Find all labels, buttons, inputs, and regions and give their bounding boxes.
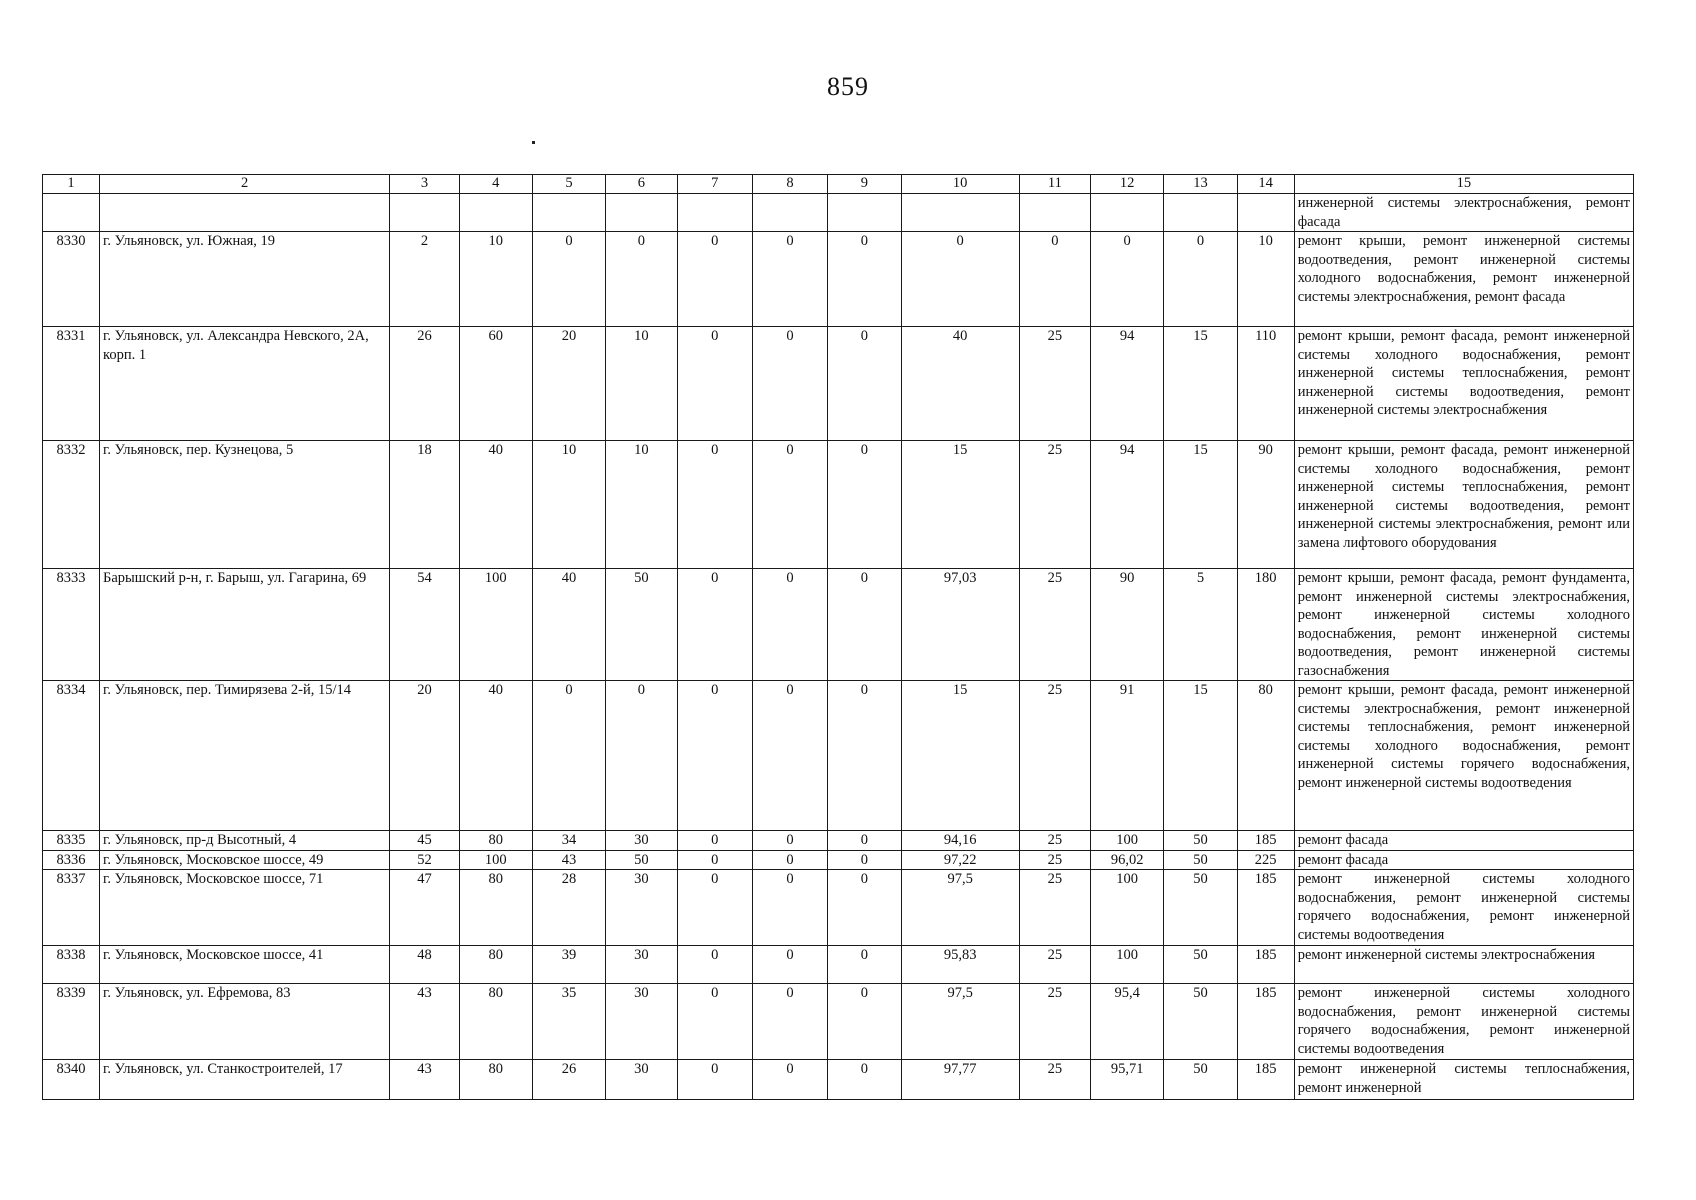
value-cell: 97,03 — [901, 569, 1019, 681]
value-cell: 97,22 — [901, 850, 1019, 870]
value-cell: 90 — [1091, 569, 1164, 681]
value-cell: 40 — [532, 569, 605, 681]
value-cell: 0 — [752, 569, 827, 681]
column-header: 10 — [901, 175, 1019, 194]
works-cell: ремонт крыши, ремонт фасада, ремонт инженерной системы электроснабжения, ремонт инженерной системы теплоснабжения, ремонт инженерной системы холодного водоснабжения, ремонт инженерной системы горячего водоснабжения, ремонт инженерной системы водоотведения — [1294, 681, 1633, 831]
value-cell: 96,02 — [1091, 850, 1164, 870]
value-cell: 185 — [1237, 870, 1294, 946]
value-cell: 10 — [606, 327, 677, 441]
empty-cell — [1019, 194, 1090, 232]
value-cell: 40 — [459, 441, 532, 569]
value-cell: 225 — [1237, 850, 1294, 870]
value-cell: 15 — [1164, 441, 1237, 569]
value-cell: 80 — [459, 1060, 532, 1100]
value-cell: 50 — [606, 569, 677, 681]
value-cell: 25 — [1019, 946, 1090, 984]
value-cell: 0 — [752, 850, 827, 870]
value-cell: 0 — [828, 870, 901, 946]
address-cell: г. Ульяновск, пер. Тимирязева 2-й, 15/14 — [100, 681, 390, 831]
value-cell: 0 — [677, 850, 752, 870]
column-header: 13 — [1164, 175, 1237, 194]
works-cell: инженерной системы электроснабжения, ремонт фасада — [1294, 194, 1633, 232]
works-cell: ремонт инженерной системы электроснабжения — [1294, 946, 1633, 984]
address-cell: г. Ульяновск, ул. Ефремова, 83 — [100, 984, 390, 1060]
value-cell: 40 — [901, 327, 1019, 441]
works-cell: ремонт инженерной системы холодного водоснабжения, ремонт инженерной системы горячего водоснабжения, ремонт инженерной системы водоотведения — [1294, 984, 1633, 1060]
value-cell: 50 — [1164, 946, 1237, 984]
row-number-cell: 8334 — [43, 681, 100, 831]
value-cell: 0 — [901, 232, 1019, 327]
value-cell: 10 — [1237, 232, 1294, 327]
value-cell: 25 — [1019, 327, 1090, 441]
value-cell: 43 — [532, 850, 605, 870]
value-cell: 0 — [828, 946, 901, 984]
value-cell: 25 — [1019, 441, 1090, 569]
value-cell: 47 — [390, 870, 459, 946]
column-header: 8 — [752, 175, 827, 194]
empty-cell — [606, 194, 677, 232]
table-row — [43, 870, 1634, 946]
value-cell: 180 — [1237, 569, 1294, 681]
value-cell: 95,71 — [1091, 1060, 1164, 1100]
value-cell: 50 — [1164, 984, 1237, 1060]
value-cell: 26 — [532, 1060, 605, 1100]
column-header: 1 — [43, 175, 100, 194]
value-cell: 97,5 — [901, 870, 1019, 946]
value-cell: 35 — [532, 984, 605, 1060]
value-cell: 0 — [532, 681, 605, 831]
address-cell: Барышский р-н, г. Барыш, ул. Гагарина, 69 — [100, 569, 390, 681]
value-cell: 43 — [390, 984, 459, 1060]
value-cell: 0 — [752, 870, 827, 946]
value-cell: 50 — [1164, 831, 1237, 851]
value-cell: 0 — [677, 232, 752, 327]
value-cell: 45 — [390, 831, 459, 851]
address-cell: г. Ульяновск, ул. Александра Невского, 2А, корп. 1 — [100, 327, 390, 441]
value-cell: 15 — [1164, 327, 1237, 441]
table-row — [43, 569, 1634, 681]
value-cell: 91 — [1091, 681, 1164, 831]
value-cell: 30 — [606, 1060, 677, 1100]
value-cell: 25 — [1019, 850, 1090, 870]
value-cell: 0 — [1091, 232, 1164, 327]
value-cell: 30 — [606, 831, 677, 851]
value-cell: 0 — [677, 870, 752, 946]
value-cell: 0 — [752, 681, 827, 831]
value-cell: 0 — [828, 1060, 901, 1100]
value-cell: 2 — [390, 232, 459, 327]
row-number-cell: 8332 — [43, 441, 100, 569]
value-cell: 10 — [459, 232, 532, 327]
column-header: 15 — [1294, 175, 1633, 194]
value-cell: 50 — [606, 850, 677, 870]
value-cell: 80 — [459, 946, 532, 984]
value-cell: 54 — [390, 569, 459, 681]
value-cell: 10 — [606, 441, 677, 569]
table-row — [43, 850, 1634, 870]
empty-cell — [100, 194, 390, 232]
value-cell: 15 — [901, 681, 1019, 831]
value-cell: 80 — [459, 831, 532, 851]
value-cell: 34 — [532, 831, 605, 851]
value-cell: 25 — [1019, 831, 1090, 851]
value-cell: 25 — [1019, 984, 1090, 1060]
value-cell: 0 — [606, 232, 677, 327]
value-cell: 185 — [1237, 831, 1294, 851]
value-cell: 60 — [459, 327, 532, 441]
value-cell: 20 — [390, 681, 459, 831]
page-number: 859 — [827, 72, 869, 101]
empty-cell — [1091, 194, 1164, 232]
column-number-row — [43, 175, 1634, 194]
table-row — [43, 441, 1634, 569]
value-cell: 0 — [752, 232, 827, 327]
value-cell: 30 — [606, 984, 677, 1060]
address-cell: г. Ульяновск, Московское шоссе, 49 — [100, 850, 390, 870]
empty-cell — [828, 194, 901, 232]
value-cell: 97,77 — [901, 1060, 1019, 1100]
value-cell: 26 — [390, 327, 459, 441]
column-header: 7 — [677, 175, 752, 194]
value-cell: 0 — [828, 441, 901, 569]
row-number-cell: 8337 — [43, 870, 100, 946]
value-cell: 5 — [1164, 569, 1237, 681]
value-cell: 0 — [677, 946, 752, 984]
value-cell: 0 — [677, 1060, 752, 1100]
works-cell: ремонт крыши, ремонт фасада, ремонт фундамента, ремонт инженерной системы электроснабжения, ремонт инженерной системы холодного водоснабжения, ремонт инженерной системы водоотведения, ремонт инженерной системы газоснабжения — [1294, 569, 1633, 681]
value-cell: 0 — [752, 946, 827, 984]
value-cell: 80 — [1237, 681, 1294, 831]
continuation-row — [43, 194, 1634, 232]
value-cell: 43 — [390, 1060, 459, 1100]
row-number-cell: 8330 — [43, 232, 100, 327]
value-cell: 30 — [606, 870, 677, 946]
value-cell: 94,16 — [901, 831, 1019, 851]
value-cell: 0 — [828, 327, 901, 441]
value-cell: 100 — [459, 569, 532, 681]
empty-cell — [43, 194, 100, 232]
value-cell: 0 — [677, 569, 752, 681]
column-header: 9 — [828, 175, 901, 194]
value-cell: 0 — [828, 681, 901, 831]
value-cell: 0 — [828, 984, 901, 1060]
value-cell: 10 — [532, 441, 605, 569]
value-cell: 0 — [677, 984, 752, 1060]
value-cell: 94 — [1091, 441, 1164, 569]
value-cell: 0 — [752, 831, 827, 851]
row-number-cell: 8339 — [43, 984, 100, 1060]
value-cell: 25 — [1019, 1060, 1090, 1100]
row-number-cell: 8336 — [43, 850, 100, 870]
row-number-cell: 8340 — [43, 1060, 100, 1100]
value-cell: 0 — [828, 850, 901, 870]
empty-cell — [1164, 194, 1237, 232]
value-cell: 95,4 — [1091, 984, 1164, 1060]
value-cell: 25 — [1019, 681, 1090, 831]
column-header: 12 — [1091, 175, 1164, 194]
value-cell: 185 — [1237, 1060, 1294, 1100]
value-cell: 0 — [677, 441, 752, 569]
value-cell: 52 — [390, 850, 459, 870]
column-header: 14 — [1237, 175, 1294, 194]
works-cell: ремонт фасада — [1294, 831, 1633, 851]
row-number-cell: 8333 — [43, 569, 100, 681]
value-cell: 25 — [1019, 870, 1090, 946]
table-row — [43, 681, 1634, 831]
empty-cell — [532, 194, 605, 232]
value-cell: 0 — [828, 569, 901, 681]
empty-cell — [677, 194, 752, 232]
empty-cell — [1237, 194, 1294, 232]
value-cell: 100 — [1091, 870, 1164, 946]
value-cell: 48 — [390, 946, 459, 984]
column-header: 11 — [1019, 175, 1090, 194]
works-cell: ремонт крыши, ремонт фасада, ремонт инженерной системы холодного водоснабжения, ремонт инженерной системы теплоснабжения, ремонт инженерной системы водоотведения, ремонт инженерной системы электроснабжения, ремонт или замена лифтового оборудования — [1294, 441, 1633, 569]
value-cell: 94 — [1091, 327, 1164, 441]
value-cell: 0 — [828, 831, 901, 851]
value-cell: 0 — [752, 1060, 827, 1100]
value-cell: 18 — [390, 441, 459, 569]
column-header: 6 — [606, 175, 677, 194]
value-cell: 110 — [1237, 327, 1294, 441]
address-cell: г. Ульяновск, пр-д Высотный, 4 — [100, 831, 390, 851]
value-cell: 50 — [1164, 1060, 1237, 1100]
empty-cell — [901, 194, 1019, 232]
value-cell: 0 — [1019, 232, 1090, 327]
works-cell: ремонт крыши, ремонт инженерной системы водоотведения, ремонт инженерной системы холодного водоснабжения, ремонт инженерной системы электроснабжения, ремонт фасада — [1294, 232, 1633, 327]
value-cell: 185 — [1237, 984, 1294, 1060]
value-cell: 25 — [1019, 569, 1090, 681]
table-row — [43, 831, 1634, 851]
repair-register-table — [42, 174, 1634, 1100]
address-cell: г. Ульяновск, Московское шоссе, 71 — [100, 870, 390, 946]
works-cell: ремонт инженерной системы холодного водоснабжения, ремонт инженерной системы горячего водоснабжения, ремонт инженерной системы водоотведения — [1294, 870, 1633, 946]
value-cell: 0 — [677, 831, 752, 851]
table-row — [43, 984, 1634, 1060]
table-body — [43, 175, 1634, 1100]
works-cell: ремонт крыши, ремонт фасада, ремонт инженерной системы холодного водоснабжения, ремонт инженерной системы теплоснабжения, ремонт инженерной системы водоотведения, ремонт инженерной системы электроснабжения — [1294, 327, 1633, 441]
table-row — [43, 1060, 1634, 1100]
column-header: 5 — [532, 175, 605, 194]
value-cell: 0 — [752, 441, 827, 569]
empty-cell — [459, 194, 532, 232]
works-cell: ремонт фасада — [1294, 850, 1633, 870]
column-header: 3 — [390, 175, 459, 194]
value-cell: 0 — [828, 232, 901, 327]
value-cell: 0 — [752, 984, 827, 1060]
value-cell: 100 — [459, 850, 532, 870]
table-row — [43, 232, 1634, 327]
row-number-cell: 8338 — [43, 946, 100, 984]
column-header: 2 — [100, 175, 390, 194]
row-number-cell: 8331 — [43, 327, 100, 441]
value-cell: 0 — [532, 232, 605, 327]
value-cell: 39 — [532, 946, 605, 984]
value-cell: 15 — [901, 441, 1019, 569]
address-cell: г. Ульяновск, ул. Южная, 19 — [100, 232, 390, 327]
value-cell: 90 — [1237, 441, 1294, 569]
empty-cell — [752, 194, 827, 232]
value-cell: 0 — [606, 681, 677, 831]
value-cell: 80 — [459, 870, 532, 946]
address-cell: г. Ульяновск, пер. Кузнецова, 5 — [100, 441, 390, 569]
value-cell: 15 — [1164, 681, 1237, 831]
value-cell: 80 — [459, 984, 532, 1060]
value-cell: 97,5 — [901, 984, 1019, 1060]
value-cell: 100 — [1091, 946, 1164, 984]
value-cell: 50 — [1164, 850, 1237, 870]
value-cell: 20 — [532, 327, 605, 441]
empty-cell — [390, 194, 459, 232]
value-cell: 100 — [1091, 831, 1164, 851]
value-cell: 40 — [459, 681, 532, 831]
table-row — [43, 327, 1634, 441]
value-cell: 95,83 — [901, 946, 1019, 984]
works-cell: ремонт инженерной системы теплоснабжения, ремонт инженерной — [1294, 1060, 1633, 1100]
scan-speck — [532, 141, 535, 144]
value-cell: 28 — [532, 870, 605, 946]
value-cell: 50 — [1164, 870, 1237, 946]
value-cell: 0 — [752, 327, 827, 441]
address-cell: г. Ульяновск, Московское шоссе, 41 — [100, 946, 390, 984]
value-cell: 30 — [606, 946, 677, 984]
value-cell: 0 — [1164, 232, 1237, 327]
value-cell: 0 — [677, 327, 752, 441]
address-cell: г. Ульяновск, ул. Станкостроителей, 17 — [100, 1060, 390, 1100]
row-number-cell: 8335 — [43, 831, 100, 851]
value-cell: 0 — [677, 681, 752, 831]
value-cell: 185 — [1237, 946, 1294, 984]
column-header: 4 — [459, 175, 532, 194]
table-row — [43, 946, 1634, 984]
